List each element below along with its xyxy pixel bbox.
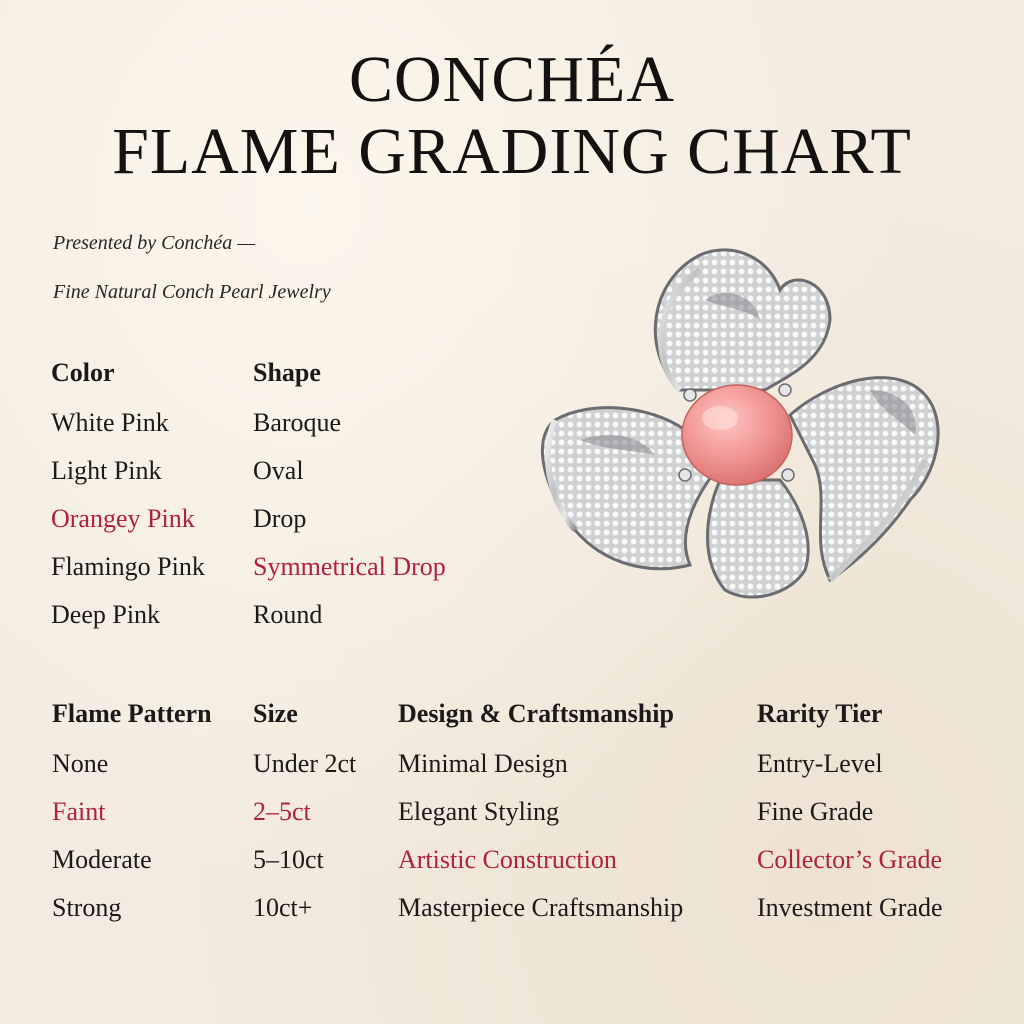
flame-pattern-item: None — [52, 749, 109, 778]
flame-pattern-header: Flame Pattern — [52, 699, 212, 728]
color-header: Color — [51, 358, 115, 387]
color-column — [51, 358, 205, 648]
shape-column — [253, 358, 446, 648]
shape-item: Oval — [253, 456, 304, 485]
conch-pearl-ring-image — [530, 240, 960, 610]
rarity-item: Investment Grade — [757, 893, 943, 922]
flame-pattern-item: Moderate — [52, 845, 152, 874]
design-column — [398, 699, 683, 941]
flame-pattern-column — [52, 699, 212, 941]
rarity-item-highlighted: Collector’s Grade — [757, 845, 943, 874]
color-item: Light Pink — [51, 456, 162, 485]
rarity-column — [757, 699, 943, 941]
design-item-highlighted: Artistic Construction — [398, 845, 617, 874]
size-column — [253, 699, 356, 941]
color-item: Flamingo Pink — [51, 552, 205, 581]
design-header: Design & Craftsmanship — [398, 699, 674, 728]
color-item: Deep Pink — [51, 600, 161, 629]
color-item-highlighted: Orangey Pink — [51, 504, 195, 533]
subtitle-presented-by: Presented by Conchéa — — [53, 232, 255, 254]
design-item: Elegant Styling — [398, 797, 560, 826]
size-item: 10ct+ — [253, 893, 313, 922]
shape-item-highlighted: Symmetrical Drop — [253, 552, 446, 581]
shape-header: Shape — [253, 358, 321, 387]
size-item-highlighted: 2–5ct — [253, 797, 311, 826]
rarity-item: Entry-Level — [757, 749, 883, 778]
color-item: White Pink — [51, 408, 169, 437]
rarity-header: Rarity Tier — [757, 699, 883, 728]
size-header: Size — [253, 699, 298, 728]
brand-title: CONCHÉA — [348, 43, 675, 116]
design-item: Minimal Design — [398, 749, 568, 778]
shape-item: Round — [253, 600, 323, 629]
flame-pattern-item-highlighted: Faint — [52, 797, 106, 826]
flame-pattern-item: Strong — [52, 893, 122, 922]
shape-item: Drop — [253, 504, 307, 533]
rarity-item: Fine Grade — [757, 797, 874, 826]
design-item: Masterpiece Craftsmanship — [398, 893, 684, 922]
shape-item: Baroque — [253, 408, 342, 437]
size-item: Under 2ct — [253, 749, 357, 778]
chart-title: FLAME GRADING CHART — [112, 115, 912, 188]
size-item: 5–10ct — [253, 845, 324, 874]
subtitle-tagline: Fine Natural Conch Pearl Jewelry — [53, 281, 331, 303]
